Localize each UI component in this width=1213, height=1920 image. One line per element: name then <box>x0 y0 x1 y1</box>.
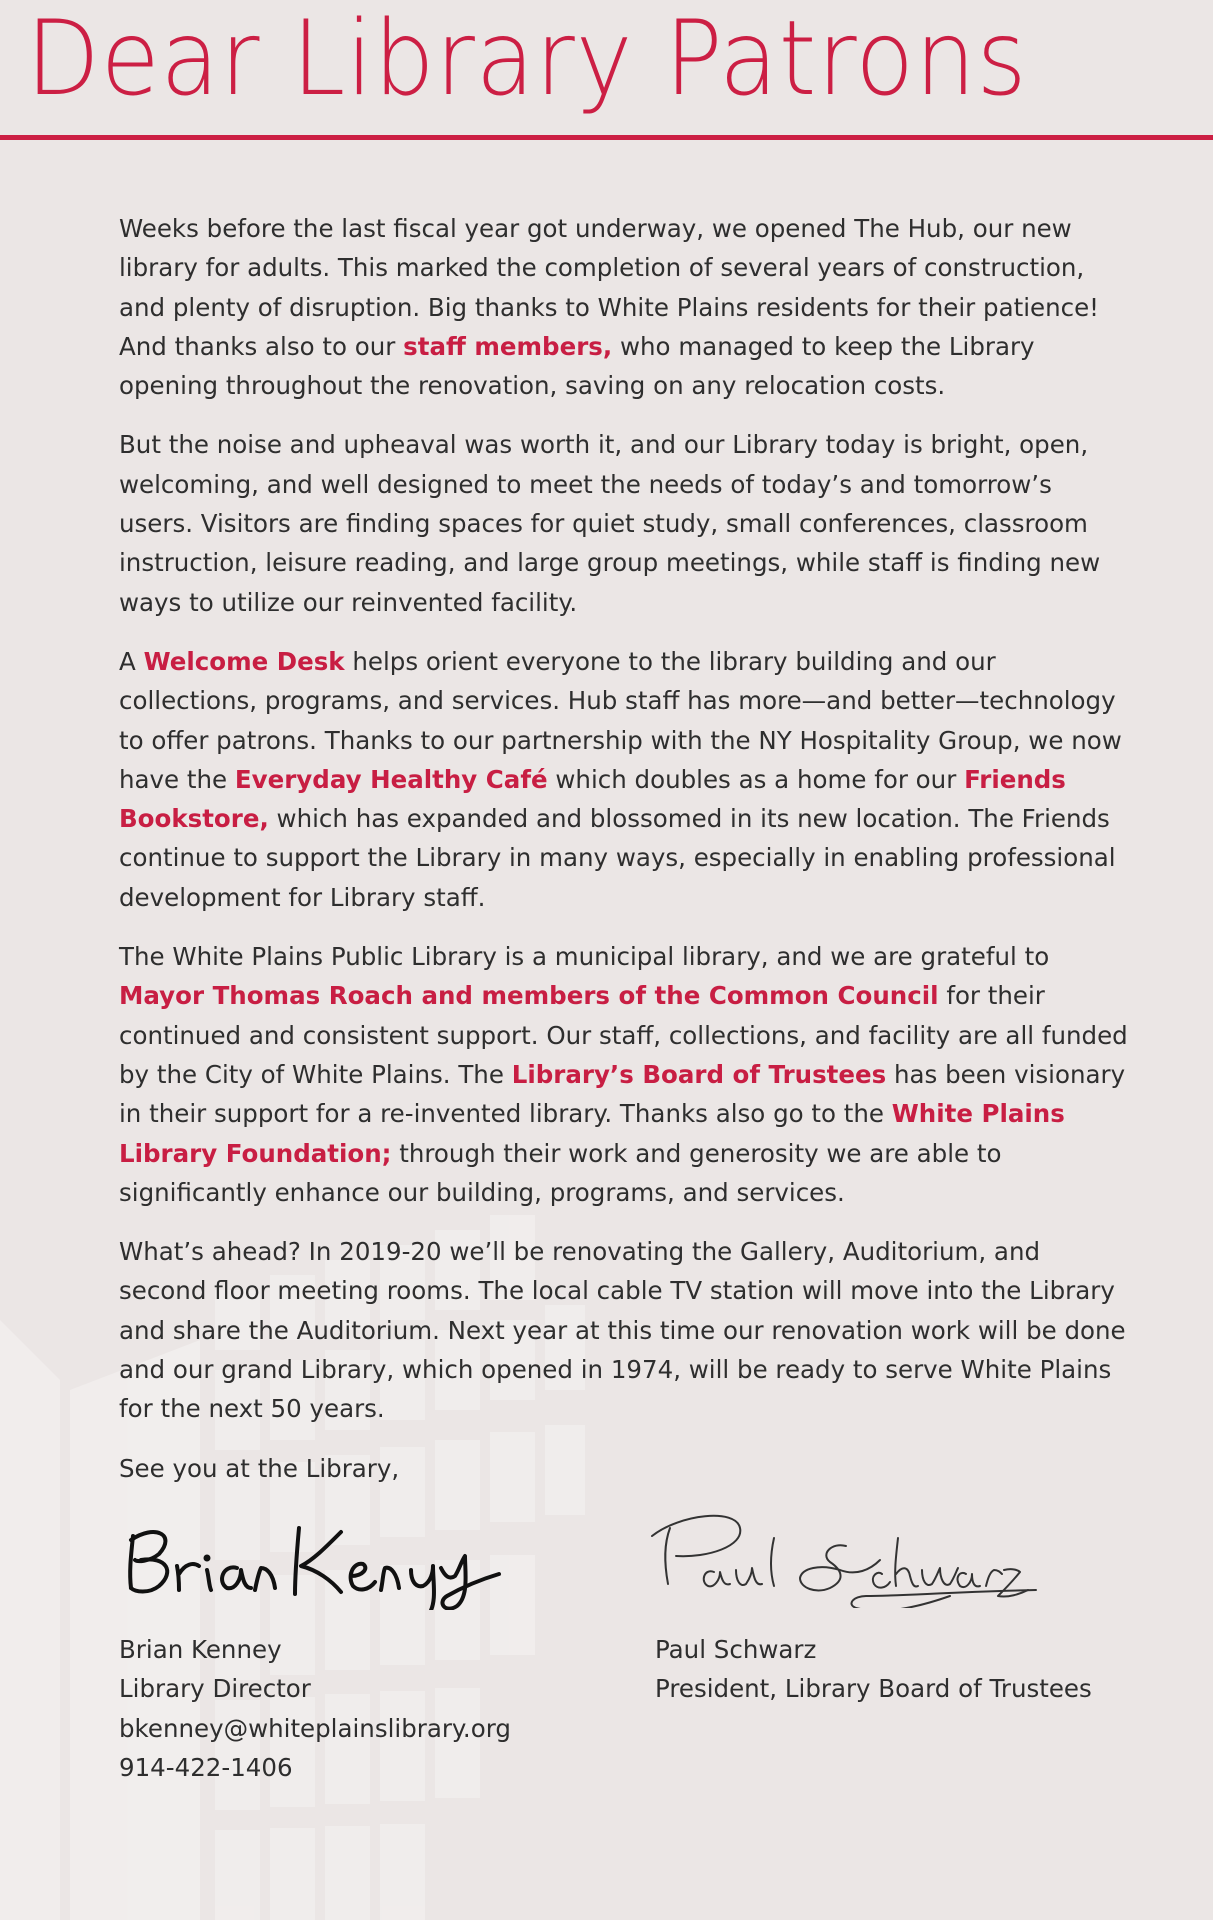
signature-brian-kenney <box>119 1510 509 1610</box>
signer-role: Library Director <box>119 1674 311 1704</box>
paragraph-text: which doubles as a home for our <box>547 764 965 794</box>
letter-body <box>119 209 1129 1508</box>
paragraph-text: through their work and generosity we are able to significantly enhance our building, programs, and services. <box>119 1138 1002 1207</box>
signer-phone[interactable]: 914-422-1406 <box>119 1752 293 1782</box>
signer-name: Paul Schwarz <box>655 1635 817 1664</box>
highlighted-phrase: staff members, <box>403 331 613 361</box>
body-paragraph <box>119 642 1129 917</box>
title-divider <box>0 135 1213 140</box>
highlighted-phrase: Mayor Thomas Roach and members of the Common Council <box>119 981 939 1011</box>
body-paragraph <box>119 937 1129 1212</box>
closing-line: See you at the Library, <box>119 1453 400 1483</box>
body-paragraph <box>119 425 1129 621</box>
highlighted-phrase: Library’s Board of Trustees <box>511 1059 887 1089</box>
paragraph-text: for their continued and consistent support. Our staff, collections, and facility are all funded by the City of White Plains. The <box>119 981 1128 1089</box>
signer-block-brian-kenney <box>119 1630 511 1787</box>
highlighted-phrase: Friends Bookstore, <box>119 764 1066 834</box>
paragraph-text: But the noise and upheaval was worth it, and our Library today is bright, open, welcoming, and well designed to meet the needs of today’s and tomorrow’s users. Visitors are finding spaces for quiet study, small conferences, classroom instruction, leisure reading, and large group meetings, while staff is finding new ways to utilize our reinvented facility. <box>119 430 1101 617</box>
signature-paul-schwarz <box>650 1498 1050 1608</box>
paragraph-text: Weeks before the last fiscal year got underway, we opened The Hub, our new library for adults. This marked the completion of several years of construction, and plenty of disruption. Big thanks to White Plains residents for their patience! And thanks also to our <box>119 214 1099 361</box>
signer-block-paul-schwarz <box>655 1630 1092 1709</box>
paragraph-text: The White Plains Public Library is a municipal library, and we are grateful to <box>119 942 1050 972</box>
paragraph-text: What’s ahead? In 2019-20 we’ll be renovating the Gallery, Auditorium, and second floor meeting rooms. The local cable TV station will move into the Library and share the Auditorium. Next year at this time our renovation work will be done and our grand Library, which opened in 1974, will be ready to serve White Plains for the next 50 years. <box>119 1237 1126 1424</box>
signer-name: Brian Kenney <box>119 1635 282 1664</box>
signer-email[interactable]: bkenney@whiteplainslibrary.org <box>119 1713 511 1743</box>
paragraph-text: which has expanded and blossomed in its new location. The Friends continue to support the Library in many ways, especially in enabling professional development for Library staff. <box>119 804 1116 912</box>
body-paragraph <box>119 209 1129 405</box>
page-title: Dear Library Patrons <box>26 0 1028 119</box>
highlighted-phrase: White Plains Library Foundation; <box>119 1099 1065 1168</box>
signer-role: President, Library Board of Trustees <box>655 1674 1092 1704</box>
highlighted-phrase: Everyday Healthy Café <box>234 764 548 794</box>
paragraph-text: A <box>119 646 144 676</box>
highlighted-phrase: Welcome Desk <box>143 646 345 676</box>
paragraph-text: helps orient everyone to the library building and our collections, programs, and services. Hub staff has more—and better—technology to offer patrons. Thanks to our partnership with the NY Hospitality Group, we now have the <box>119 646 1122 794</box>
body-paragraph <box>119 1232 1129 1428</box>
paragraph-text: who managed to keep the Library opening throughout the renovation, saving on any relocation costs. <box>119 331 1035 401</box>
paragraph-text: has been visionary in their support for a re-invented library. Thanks also go to the <box>119 1059 1126 1129</box>
